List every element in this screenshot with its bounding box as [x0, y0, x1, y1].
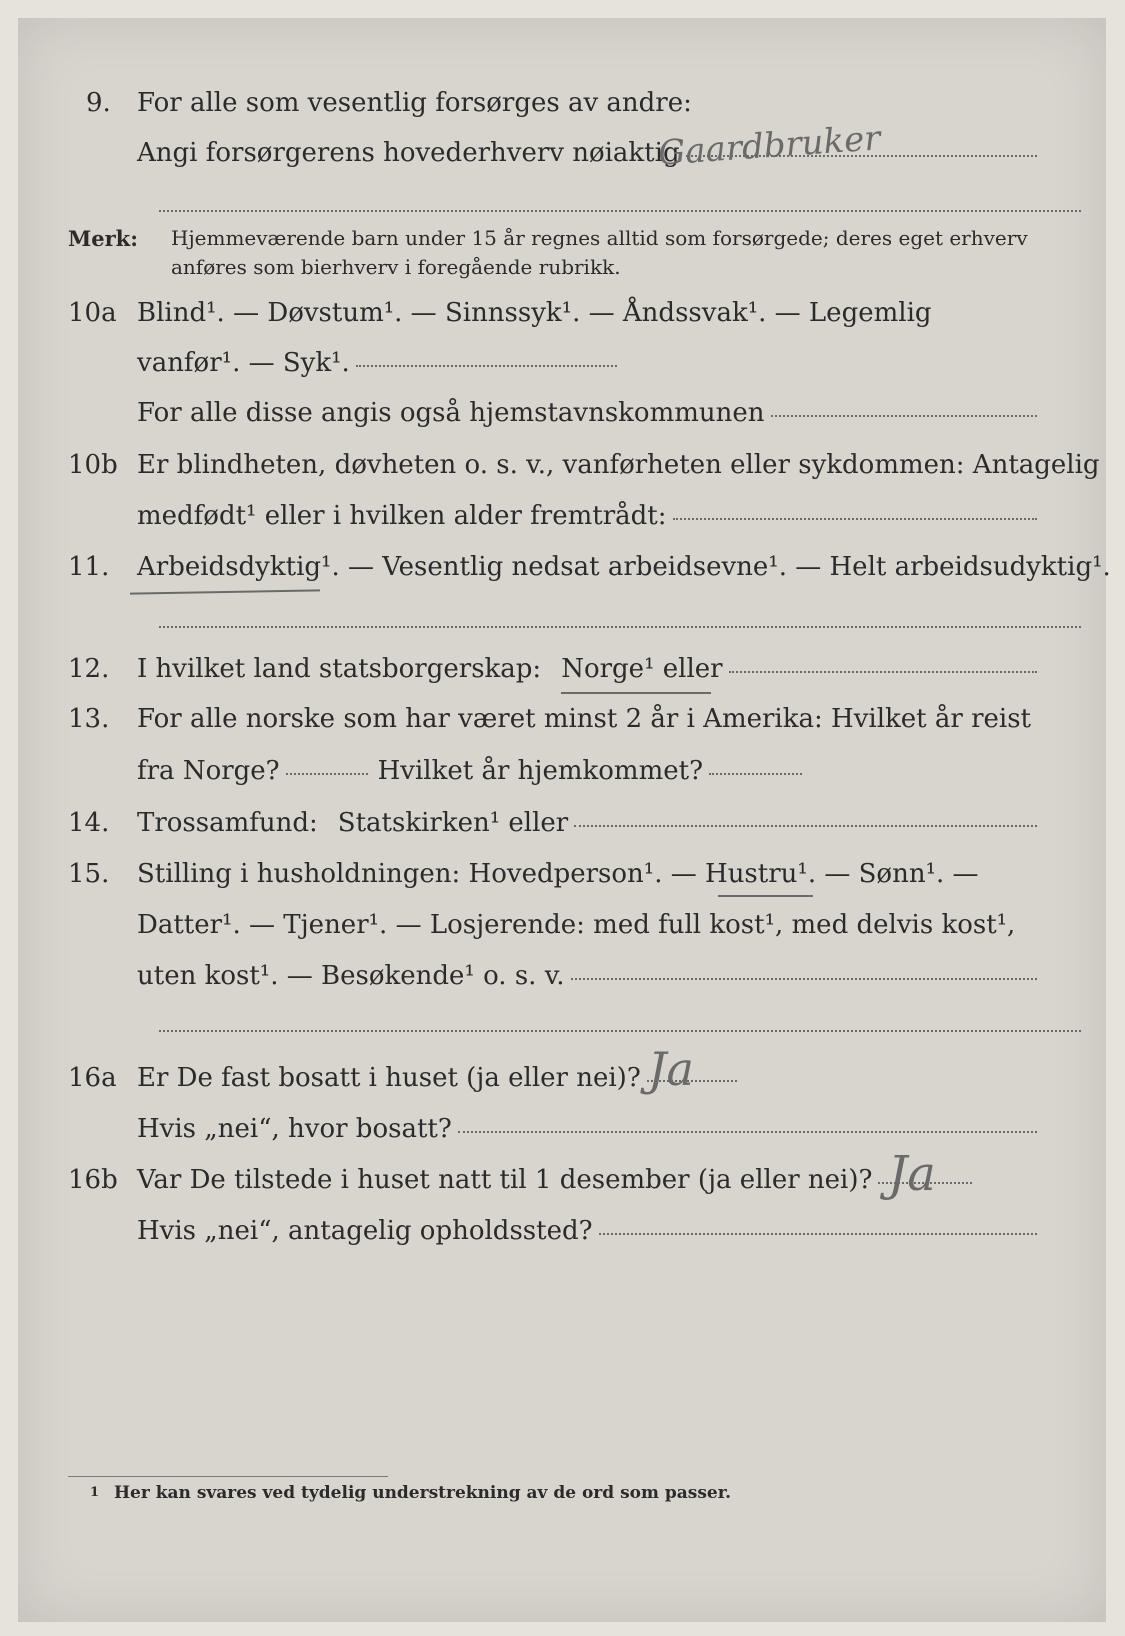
q13-returned-label: Hvilket år hjemkommet? — [377, 756, 704, 786]
q13-emigrated-year-line[interactable] — [286, 773, 368, 775]
q11-number: 11. — [68, 552, 110, 582]
q13-line1: For alle norske som har været minst 2 år i Amerika: Hvilket år reist — [137, 704, 1031, 734]
q16b-line1 — [137, 1165, 972, 1195]
q13-emigrated-label: fra Norge? — [137, 756, 280, 786]
footnote-rule — [68, 1476, 388, 1477]
q12-number: 12. — [68, 654, 110, 684]
q11-extra-line — [159, 626, 1081, 628]
q14-line — [137, 808, 1037, 838]
q12-choice[interactable]: Norge¹ eller — [561, 654, 723, 684]
q9-line2 — [137, 138, 1037, 168]
q10b-line2-label: medfødt¹ eller i hvilken alder fremtrådt: — [137, 501, 667, 531]
q14-choice[interactable]: Statskirken¹ eller — [337, 808, 569, 838]
q12-underline-mark — [561, 692, 711, 694]
q9-number: 9. — [86, 88, 111, 118]
q14-label: Trossamfund: — [137, 808, 318, 838]
q13-number: 13. — [68, 704, 110, 734]
q9-line1: For alle som vesentlig forsørges av andre: — [137, 88, 692, 118]
footnote-text: Her kan svares ved tydelig understrekning av de ord som passer. — [114, 1483, 732, 1503]
q16a-handwritten-answer: Ja — [648, 1042, 694, 1096]
q16a-line1 — [137, 1063, 737, 1093]
q15-line3 — [137, 961, 1037, 991]
q16a-number: 16a — [68, 1063, 117, 1093]
q16b-handwritten-answer: Ja — [888, 1146, 936, 1202]
q9-label: Angi forsørgerens hovederhverv nøiaktig — [137, 138, 680, 168]
census-form-page — [18, 18, 1111, 1622]
q10b-answer-line[interactable] — [673, 518, 1038, 520]
q12-label: I hvilket land statsborgerskap: — [137, 654, 542, 684]
q9-extra-line — [159, 210, 1081, 212]
q16a-residence-line[interactable] — [458, 1131, 1037, 1133]
q13-line2 — [137, 756, 802, 786]
q10a-home-municipality-line[interactable] — [771, 415, 1037, 417]
q15-underline-mark — [718, 895, 813, 897]
q16b-number: 16b — [68, 1165, 118, 1195]
q14-number: 14. — [68, 808, 110, 838]
q10b-number: 10b — [68, 450, 118, 480]
q16b-line2 — [137, 1216, 1037, 1246]
q16a-label: Er De fast bosatt i huset (ja eller nei)? — [137, 1063, 641, 1093]
q14-answer-line[interactable] — [574, 825, 1037, 827]
q15-line3-label[interactable]: uten kost¹. — Besøkende¹ o. s. v. — [137, 961, 565, 991]
q10b-line2 — [137, 501, 1037, 531]
q13-returned-year-line[interactable] — [709, 773, 802, 775]
q10a-line1: Blind¹. — Døvstum¹. — Sinnssyk¹. — Åndssvak¹. — Legemlig — [137, 298, 932, 328]
q11-underline-mark — [130, 589, 320, 594]
merk-line1: Hjemmeværende barn under 15 år regnes alltid som forsørgede; deres eget erhverv — [171, 226, 1028, 250]
q11-options[interactable]: Arbeidsdyktig¹. — Vesentlig nedsat arbeidsevne¹. — Helt arbeidsudyktig¹. — [137, 552, 1111, 582]
q16b-line2-label: Hvis „nei“, antagelig opholdssted? — [137, 1216, 593, 1246]
q12-answer-line[interactable] — [729, 671, 1037, 673]
q15-extra-line — [159, 1030, 1081, 1032]
q10a-answer-line[interactable] — [356, 365, 617, 367]
q10a-line2-label: vanfør¹. — Syk¹. — [137, 348, 350, 378]
q10a-line3 — [137, 398, 1037, 428]
q16a-line2-label: Hvis „nei“, hvor bosatt? — [137, 1114, 452, 1144]
q16b-whereabouts-line[interactable] — [599, 1233, 1037, 1235]
q10b-line1: Er blindheten, døvheten o. s. v., vanførheten eller sykdommen: Antagelig — [137, 450, 1100, 480]
q10a-line2 — [137, 348, 617, 378]
q10a-number: 10a — [68, 298, 117, 328]
q15-number: 15. — [68, 859, 110, 889]
q16a-line2 — [137, 1114, 1037, 1144]
merk-heading: Merk: — [68, 226, 138, 251]
q9-handwritten-answer: Gaardbruker — [656, 118, 882, 174]
q15-line2[interactable]: Datter¹. — Tjener¹. — Losjerende: med full kost¹, med delvis kost¹, — [137, 910, 1016, 940]
merk-line2: anføres som bierhverv i foregående rubrikk. — [171, 255, 621, 279]
q12-line — [137, 654, 1037, 684]
q15-answer-line[interactable] — [571, 978, 1037, 980]
q10a-line3-label: For alle disse angis også hjemstavnskommunen — [137, 398, 765, 428]
q15-line1[interactable]: Stilling i husholdningen: Hovedperson¹. — Hustru¹. — Sønn¹. — — [137, 859, 979, 889]
q16b-label: Var De tilstede i huset natt til 1 desember (ja eller nei)? — [137, 1165, 873, 1195]
footnote-mark: 1 — [90, 1485, 100, 1500]
